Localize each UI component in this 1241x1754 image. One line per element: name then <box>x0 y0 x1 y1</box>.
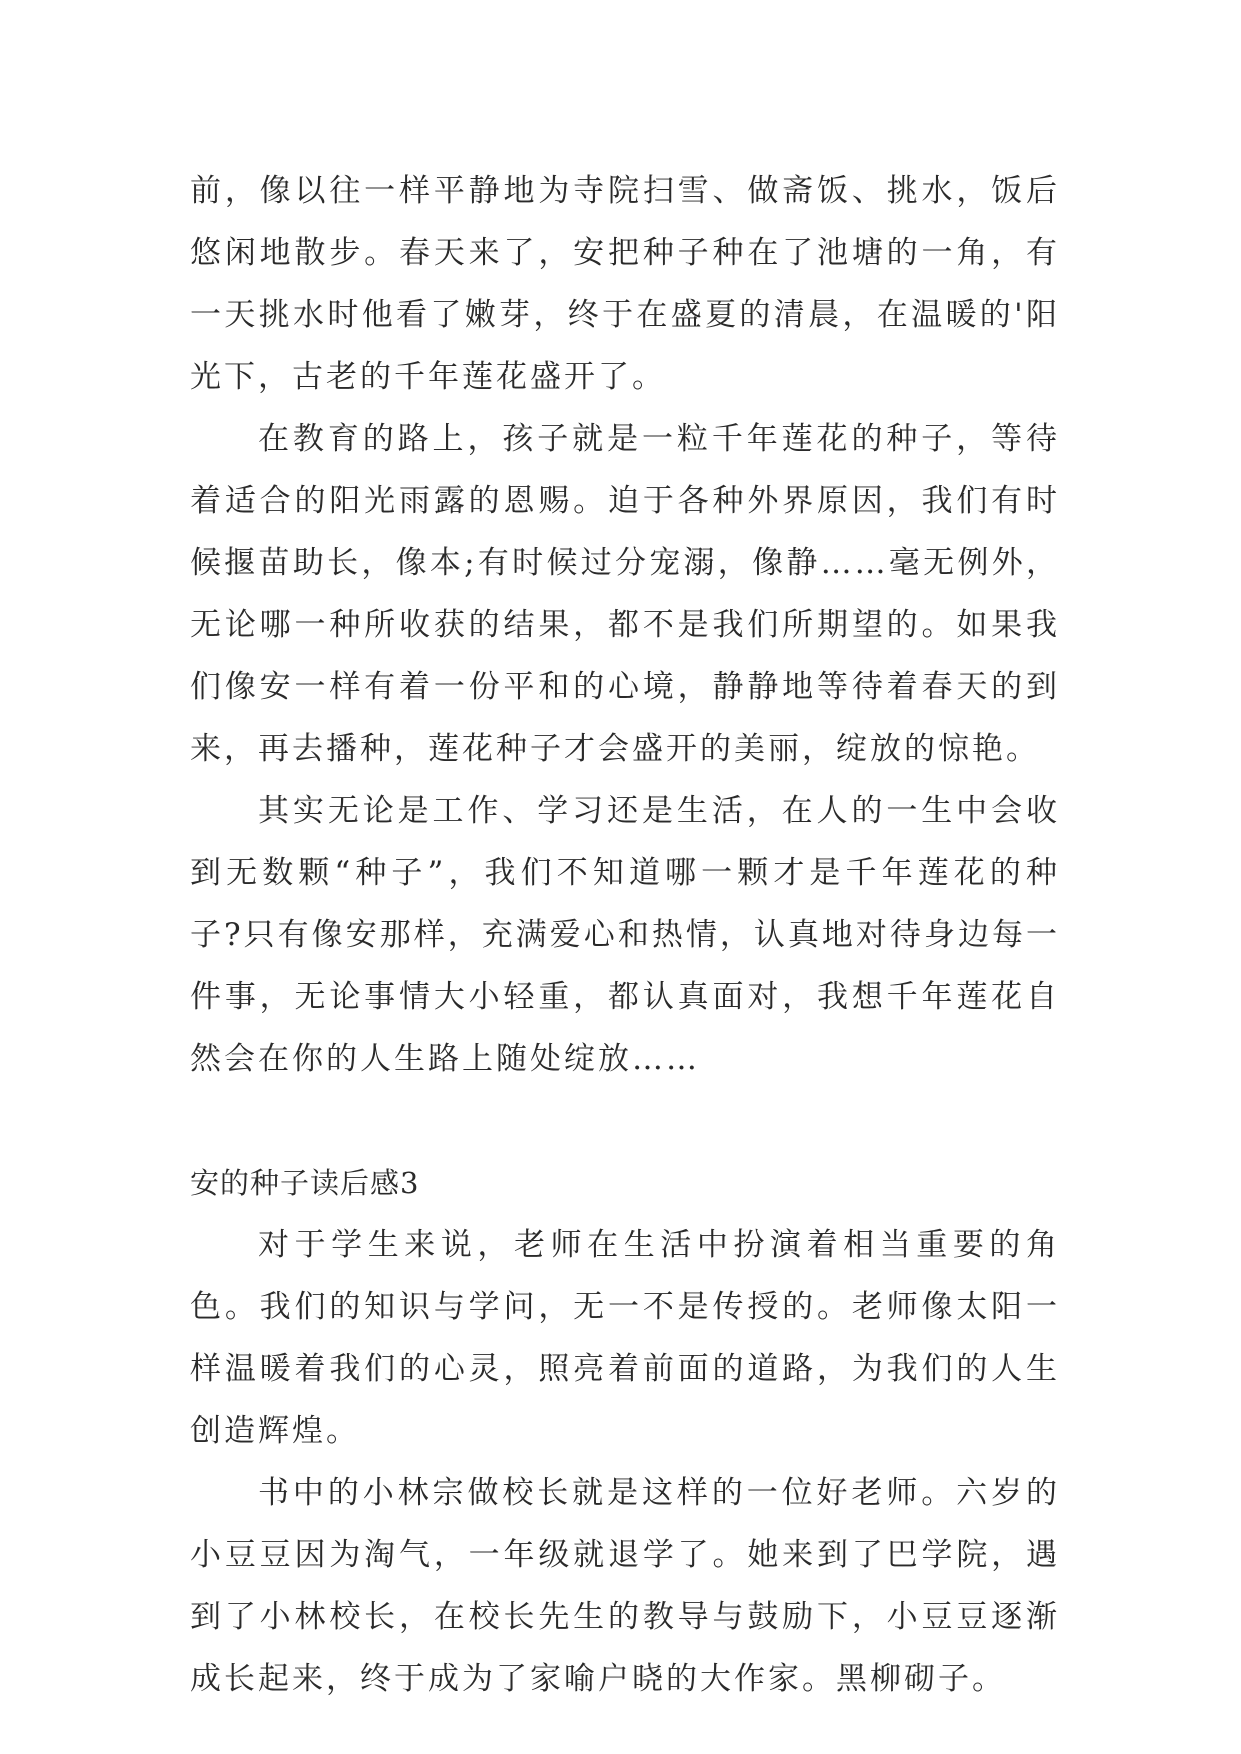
document-body <box>190 160 1060 1710</box>
section-spacer <box>190 1090 1060 1152</box>
paragraph-continuation: 前，像以往一样平静地为寺院扫雪、做斋饭、挑水，饭后悠闲地散步。春天来了，安把种子种在了池塘的一角，有一天挑水时他看了嫩芽，终于在盛夏的清晨，在温暖的'阳光下，古老的千年莲花盛开了。 <box>190 173 1060 395</box>
paragraph-education: 在教育的路上，孩子就是一粒千年莲花的种子，等待着适合的阳光雨露的恩赐。迫于各种外界原因，我们有时候揠苗助长，像本;有时候过分宠溺，像静……毫无例外，无论哪一种所收获的结果，都不是我们所期望的。如果我们像安一样有着一份平和的心境，静静地等待着春天的到来，再去播种，莲花种子才会盛开的美丽，绽放的惊艳。 <box>190 421 1060 767</box>
paragraph-teacher-role: 对于学生来说，老师在生活中扮演着相当重要的角色。我们的知识与学问，无一不是传授的。老师像太阳一样温暖着我们的心灵，照亮着前面的道路，为我们的人生创造辉煌。 <box>190 1227 1060 1449</box>
section-heading: 安的种子读后感3 <box>190 1166 420 1200</box>
paragraph-seeds: 其实无论是工作、学习还是生活，在人的一生中会收到无数颗“种子”，我们不知道哪一颗才是千年莲花的种子?只有像安那样，充满爱心和热情，认真地对待身边每一件事，无论事情大小轻重，都认真面对，我想千年莲花自然会在你的人生路上随处绽放…… <box>190 793 1060 1077</box>
paragraph-principal: 书中的小林宗做校长就是这样的一位好老师。六岁的小豆豆因为淘气，一年级就退学了。她来到了巴学院，遇到了小林校长，在校长先生的教导与鼓励下，小豆豆逐渐成长起来，终于成为了家喻户晓的大作家。黑柳砌子。 <box>190 1475 1060 1697</box>
